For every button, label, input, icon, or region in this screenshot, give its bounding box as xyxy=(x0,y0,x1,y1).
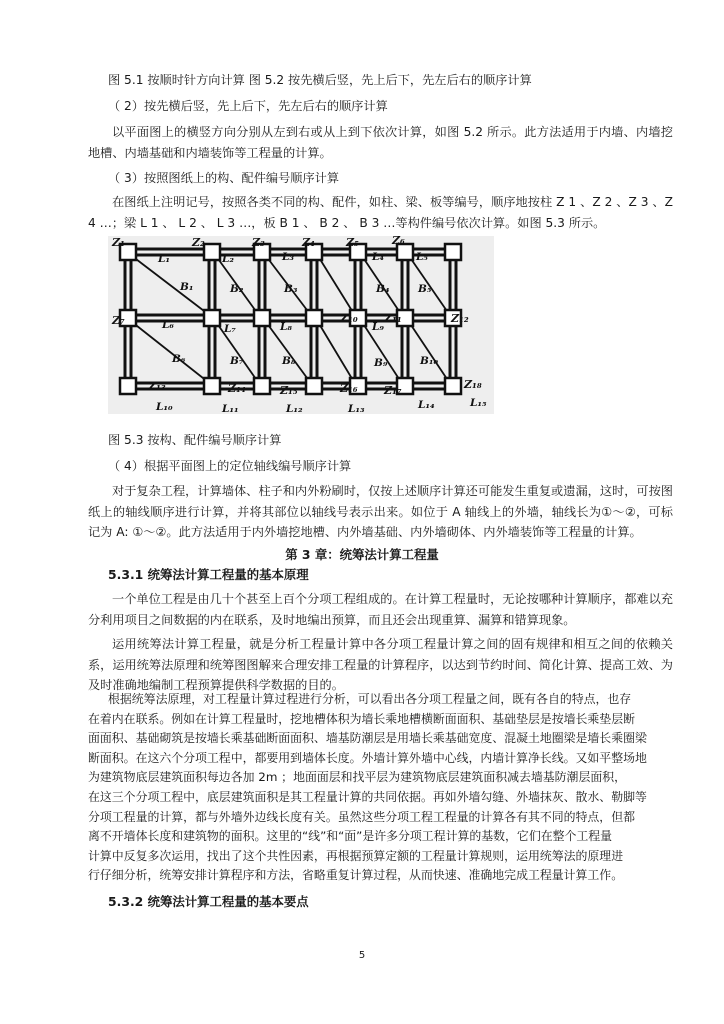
beam-label: L₁₄ xyxy=(418,399,435,411)
column-label: Z₃ xyxy=(252,236,265,249)
column-node xyxy=(445,378,461,394)
section-5-3-1-heading: 5.3.1 统筹法计算工程量的基本原理 xyxy=(108,567,309,582)
column-label: Z₁₅ xyxy=(280,384,298,397)
column-node xyxy=(254,310,270,326)
para-5-3-1-2: 运用统筹法计算工程量，就是分析工程量计算中各分项工程量计算之间的固有规律和相互之间的依赖关系，运用统筹法原理和统筹图图解来合理安排工程量的计算程序，以达到节约时间、简化计算、提高工效、为及时准确地编制工程预算提供科学数据的目的。 xyxy=(88,637,673,692)
column-label: Z₁₆ xyxy=(340,382,358,395)
para-5-3-1-3-line: 断面积。在这六个分项工程中，都要用到墙体长度。外墙计算外墙中心线，内墙计算净长线。又如平整场地 xyxy=(88,750,647,765)
slab-label: B₇ xyxy=(230,355,244,367)
chapter-title: 第 3 章：统筹法计算工程量 xyxy=(285,547,439,562)
column-label: Z₁₃ xyxy=(148,380,166,393)
item-3-title: （ 3）按照图纸上的构、配件编号顺序计算 xyxy=(108,171,340,185)
beam-label: L₁ xyxy=(158,253,170,265)
column-node xyxy=(204,378,220,394)
column-label: Z₆ xyxy=(392,236,405,247)
column-label: Z₁ xyxy=(112,236,125,249)
para-5-3-1-3-line: 离不开墙体长度和建筑物的面积。这里的“线”和“面”是许多分项工程计算的基数，它们在整个工程量 xyxy=(88,829,613,844)
para-5-3-1-3-line: 面面积、基础砌筑是按墙长乘基础断面面积、墙基防潮层是用墙长乘基础宽度、混凝土地圈梁是墙长乘圈梁 xyxy=(88,731,647,746)
slab-label: B₅ xyxy=(418,283,432,295)
column-node xyxy=(120,378,136,394)
column-node xyxy=(306,378,322,394)
column-label: Z₁₁ xyxy=(384,312,402,325)
item-2-body: 以平面图上的横竖方向分别从左到右或从上到下依次计算，如图 5.2 所示。此方法适用于内墙、内墙挖地槽、内墙基础和内墙装饰等工程量的计算。 xyxy=(88,125,673,160)
beam-label: L₅ xyxy=(416,251,428,263)
figure-caption-5-1-5-2: 图 5.1 按顺时针方向计算 图 5.2 按先横后竖，先上后下，先左后右的顺序计算 xyxy=(108,73,532,87)
column-node xyxy=(306,310,322,326)
column-node xyxy=(204,244,220,260)
beam-label: L₆ xyxy=(162,319,174,331)
para-5-3-1-3-line: 根据统筹法原理，对工程量计算过程进行分析，可以看出各分项工程量之间，既有各自的特点，也存 xyxy=(108,692,632,706)
column-label: Z₁₇ xyxy=(384,384,402,397)
slab-label: B₉ xyxy=(374,357,388,369)
para-5-3-1-3-line: 为建筑物底层建筑面积每边各加 2m ；地面面层和找平层为建筑物底层建筑面积减去墙基防潮层面积， xyxy=(88,770,627,785)
para-5-3-1-3-line: 行仔细分析，统筹安排计算程序和方法，省略重复计算过程，从而快速、准确地完成工程量计算工作。 xyxy=(88,868,624,883)
beam-label: L₉ xyxy=(372,321,384,333)
beam-label: L₄ xyxy=(372,251,384,263)
beam-label: L₃ xyxy=(282,251,294,263)
column-label: Z₁₈ xyxy=(464,378,482,391)
item-3-body: 在图纸上注明记号，按照各类不同的构、配件，如柱、梁、板等编号，顺序地按柱 Z 1 、Z 2 、Z 3 、Z 4 …；梁 L 1 、 L 2 、 L 3 …，板 B 1 、 B 2 、 B 3 …等构件编号依次计算。如图 5.3 所示。 xyxy=(88,195,673,230)
figure-5-3-caption: 图 5.3 按构、配件编号顺序计算 xyxy=(108,433,282,447)
slab-label: B₈ xyxy=(282,355,296,367)
section-5-3-2-heading: 5.3.2 统筹法计算工程量的基本要点 xyxy=(108,894,309,909)
item-4-title: （ 4）根据平面图上的定位轴线编号顺序计算 xyxy=(108,459,352,473)
beam-label: L₁₀ xyxy=(156,401,173,413)
column-label: Z₂ xyxy=(192,236,205,249)
structural-grid-diagram xyxy=(108,236,494,414)
beam-label: L₂ xyxy=(222,253,234,265)
column-node xyxy=(204,310,220,326)
beam-label: L₁₂ xyxy=(286,403,303,414)
column-label: Z₅ xyxy=(346,236,359,249)
figure-5-3-structural-grid xyxy=(108,236,494,414)
beam-label: L₁₁ xyxy=(222,403,239,414)
para-5-3-1-3-line: 分项工程量的计算，都与外墙外边线长度有关。虽然这些分项工程工程量的计算各有其不同的特点，但都 xyxy=(88,809,635,824)
column-label: Z₄ xyxy=(302,236,315,249)
para-5-3-1-3-line: 在这三个分项工程中，底层建筑面积是其工程量计算的共同依据。再如外墙勾缝、外墙抹灰、散水、勒脚等 xyxy=(88,790,647,804)
page-number: 5 xyxy=(358,950,366,961)
beam-label: L₈ xyxy=(280,321,292,333)
column-label: Z₇ xyxy=(112,314,125,327)
column-label: Z₁₀ xyxy=(340,312,358,325)
para-5-3-1-3-line: 计算中反复多次运用，找出了这个共性因素，再根据预算定额的工程量计算规则，运用统筹法的原理进 xyxy=(88,848,624,863)
beam-label: L₁₅ xyxy=(470,397,487,409)
column-node xyxy=(254,378,270,394)
column-node xyxy=(445,244,461,260)
column-label: Z₁₄ xyxy=(228,382,246,395)
beam-label: L₁₃ xyxy=(348,403,365,414)
column-label: Z₁₂ xyxy=(451,312,469,325)
item-2-title: （ 2）按先横后竖，先上后下，先左后右的顺序计算 xyxy=(108,99,388,113)
slab-label: B₃ xyxy=(284,283,298,295)
para-5-3-1-1: 一个单位工程是由几十个甚至上百个分项工程组成的。在计算工程量时，无论按哪种计算顺序，都难以充分利用项目之间数据的内在联系，及时地编出预算，而且还会出现重算、漏算和错算现象。 xyxy=(88,592,673,627)
beam-label: L₇ xyxy=(224,323,236,335)
slab-label: B₄ xyxy=(376,283,390,295)
slab-label: B₁ xyxy=(180,281,194,293)
para-5-3-1-3-line: 在着内在联系。例如在计算工程量时，挖地槽体积为墙长乘地槽横断面面积、基础垫层是按墙长乘垫层断 xyxy=(88,711,635,726)
item-4-body: 对于复杂工程，计算墙体、柱子和内外粉刷时，仅按上述顺序计算还可能发生重复或遗漏，这时，可按图纸上的轴线顺序进行计算，并将其部位以轴线号表示出来。如位于 A 轴线上的外墙，轴线长为①～②，可标记为 A: ①～②。此方法适用于内外墙挖地槽、内外墙基础、内外墙砌体、内外墙装饰等工程量的计算。 xyxy=(88,484,673,539)
slab-label: B₂ xyxy=(230,283,244,295)
slab-label: B₁₀ xyxy=(420,355,439,367)
slab-label: B₆ xyxy=(172,353,186,365)
